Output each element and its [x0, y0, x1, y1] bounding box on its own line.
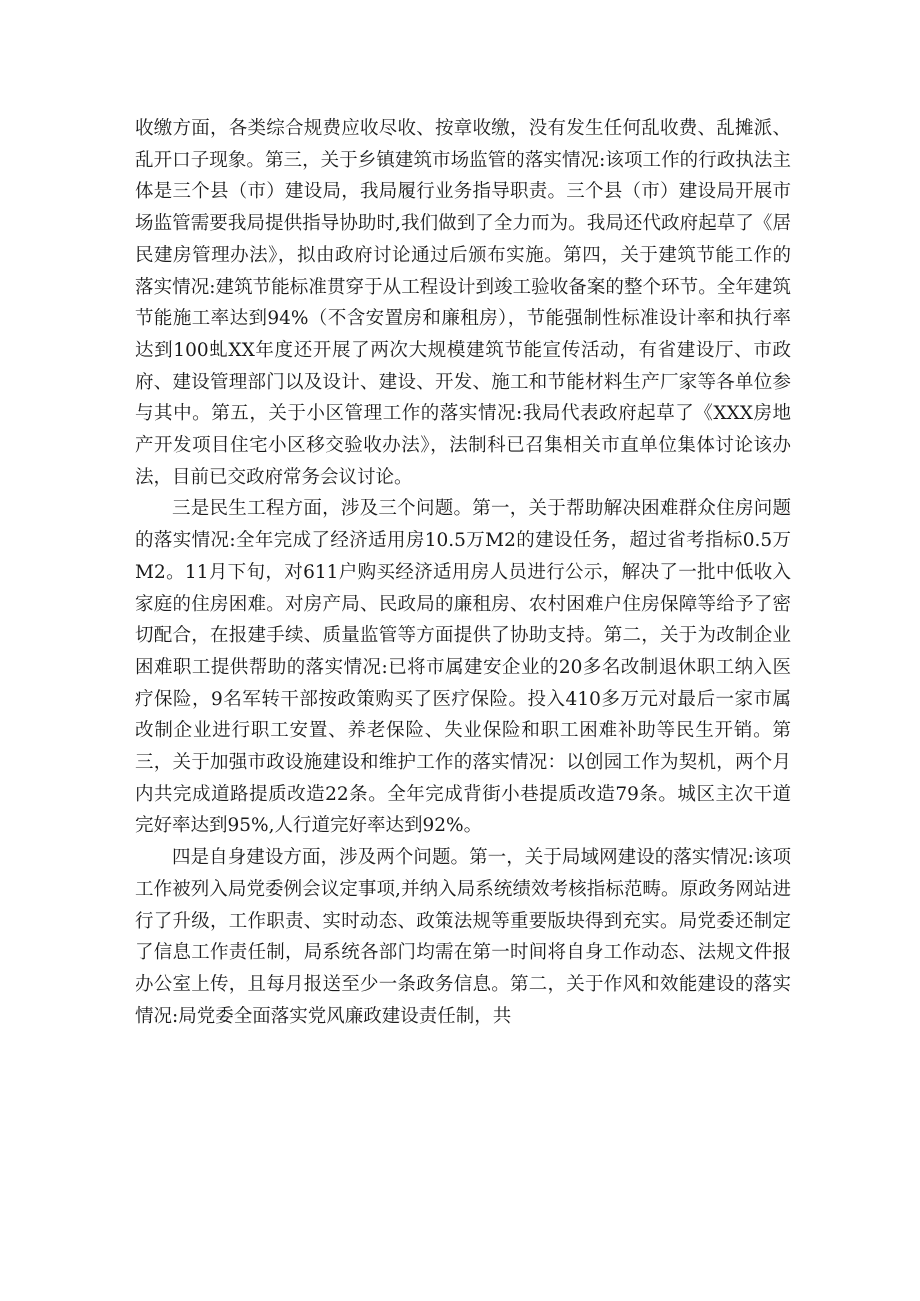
paragraph-3: 四是自身建设方面，涉及两个问题。第一，关于局域网建设的落实情况:该项工作被列入局党委例会议定事项,并纳入局系统绩效考核指标范畴。原政务网站进行了升级，工作职责、实时动态、政策法规等重要版块得到充实。局党委还制定了信息工作责任制，局系统各部门均需在第一时间将自身工作动态、法规文件报办公室上传，且每月报送至少一条政务信息。第二，关于作风和效能建设的落实情况:局党委全面落实党风廉政建设责任制，共	[135, 847, 791, 1027]
paragraph-1: 收缴方面，各类综合规费应收尽收、按章收缴，没有发生任何乱收费、乱摊派、乱开口子现象。第三，关于乡镇建筑市场监管的落实情况:该项工作的行政执法主体是三个县（市）建设局，我局履行业务指导职责。三个县（市）建设局开展市场监管需要我局提供指导协助时,我们做到了全力而为。我局还代政府起草了《居民建房管理办法》，拟由政府讨论通过后颁布实施。第四，关于建筑节能工作的落实情况:建筑节能标准贯穿于从工程设计到竣工验收备案的整个环节。全年建筑节能施工率达到94%（不含安置房和廉租房），节能强制性标准设计率和执行率达到100虬XX年度还开展了两次大规模建筑节能宣传活动，有省建设厅、市政府、建设管理部门以及设计、建设、开发、施工和节能材料生产厂家等各单位参与其中。第五，关于小区管理工作的落实情况:我局代表政府起草了《XXX房地产开发项目住宅小区移交验收办法》，法制科已召集相关市直单位集体讨论该办法，目前已交政府常务会议讨论。	[135, 118, 791, 488]
document-page	[135, 113, 791, 1032]
paragraph-2: 三是民生工程方面，涉及三个问题。第一，关于帮助解决困难群众住房问题的落实情况:全年完成了经济适用房10.5万M2的建设任务，超过省考指标0.5万M2。11月下旬，对611户购买经济适用房人员进行公示，解决了一批中低收入家庭的住房困难。对房产局、民政局的廉租房、农村困难户住房保障等给予了密切配合，在报建手续、质量监管等方面提供了协助支持。第二，关于为改制企业困难职工提供帮助的落实情况:已将市属建安企业的20多名改制退休职工纳入医疗保险，9名军转干部按政策购买了医疗保险。投入410多万元对最后一家市属改制企业进行职工安置、养老保险、失业保险和职工困难补助等民生开销。第三，关于加强市政设施建设和维护工作的落实情况：以创园工作为契机，两个月内共完成道路提质改造22条。全年完成背街小巷提质改造79条。城区主次干道完好率达到95%,人行道完好率达到92%。	[135, 498, 791, 837]
